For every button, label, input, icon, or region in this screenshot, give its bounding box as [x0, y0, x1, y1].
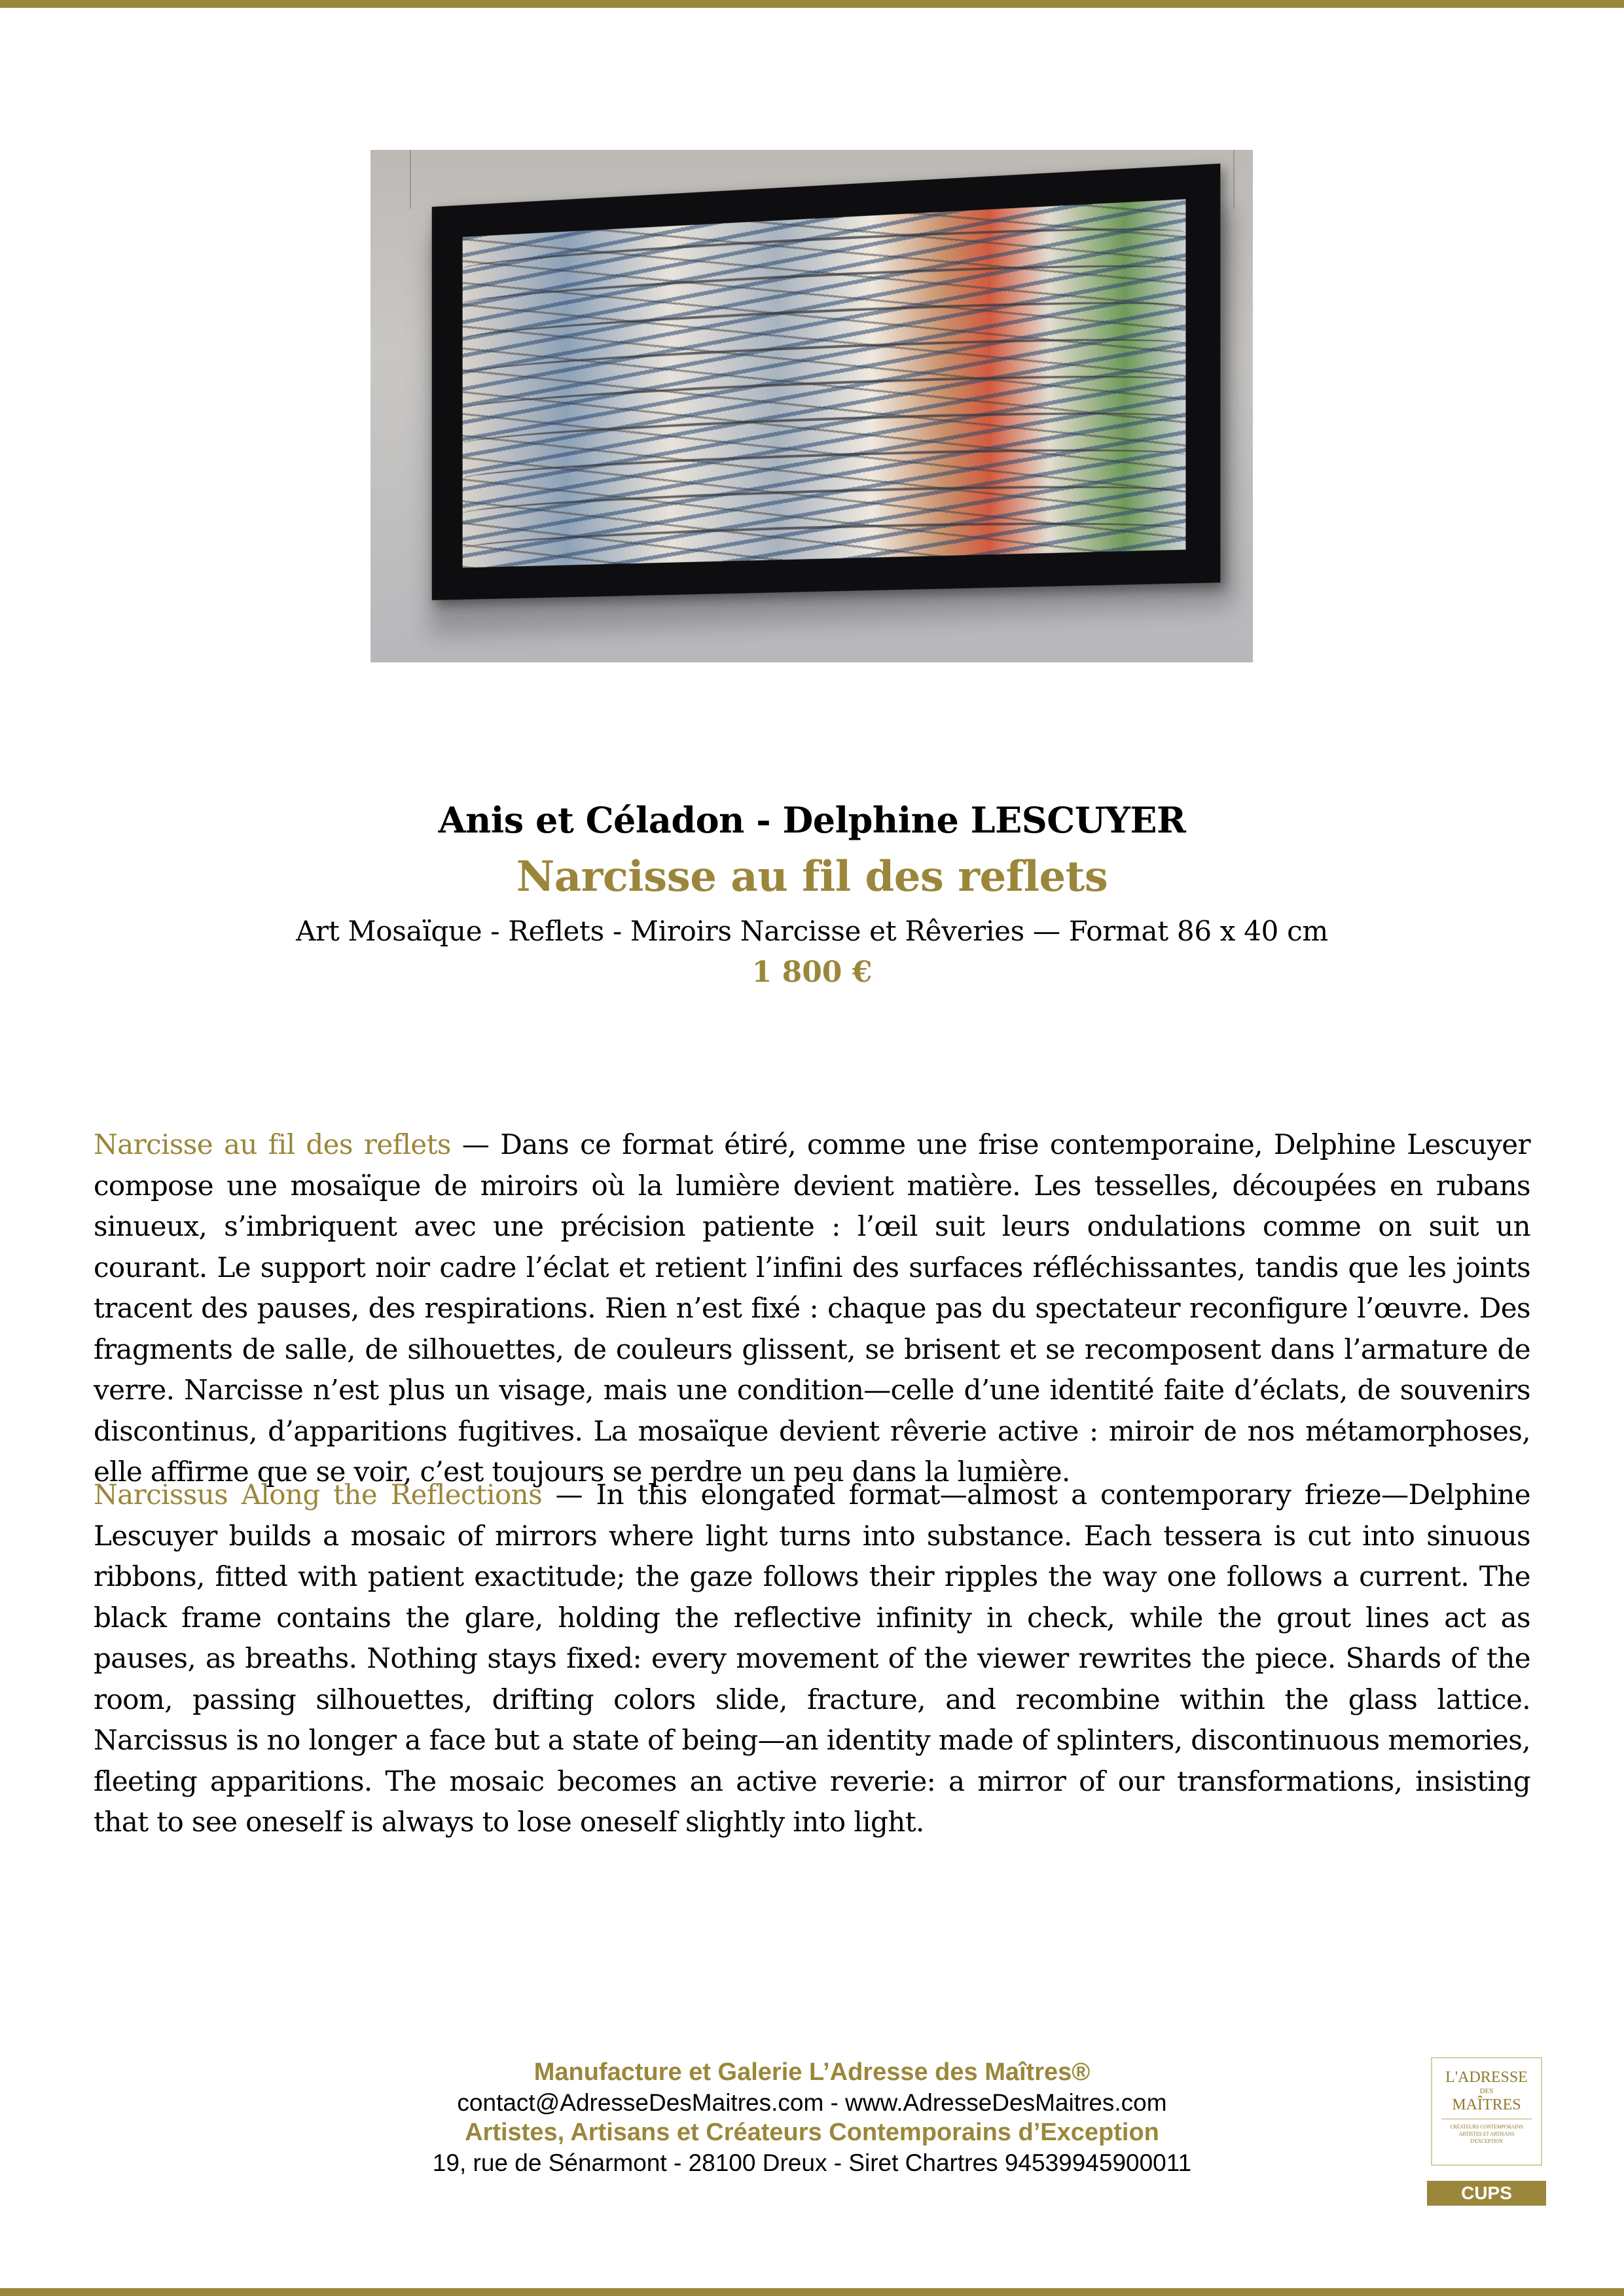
artwork-photo	[370, 150, 1253, 662]
description-french	[94, 1124, 1530, 1493]
logo-line-1: L'ADRESSE	[1445, 2069, 1528, 2086]
artwork-subtitle: Art Mosaïque - Reflets - Miroirs Narcisse et Rêveries — Format 86 x 40 cm	[296, 915, 1328, 947]
bottom-accent-bar	[0, 2288, 1624, 2296]
hanging-wire-right	[1233, 150, 1235, 209]
footer-tagline: Artistes, Artisans et Créateurs Contemporains d’Exception	[465, 2119, 1159, 2146]
description-english	[94, 1475, 1530, 1843]
artwork-title: Narcisse au fil des reflets	[516, 852, 1108, 901]
description-french-text: — Dans ce format étiré, comme une frise contemporaine, Delphine Lescuyer compose une mosaïque de miroirs où la lumière devient matière. Les tesselles, découpées en rubans sinueux, s’imbriquent avec une précision patiente : l’œil suit leurs ondulations comme on suit un courant. Le support noir cadre l’éclat et retient l’infini des surfaces réfléchissantes, tandis que les joints tracent des pauses, des respirations. Rien n’est fixé : chaque pas du spectateur reconfigure l’œuvre. Des fragments de salle, de silhouettes, de couleurs glissent, se brisent et se recomposent dans l’armature de verre. Narcisse n’est plus un visage, mais une condition—celle d’une identité faite d’éclats, de souvenirs discontinus, d’apparitions fugitives. La mosaïque devient rêverie active : miroir de nos métamorphoses, elle affirme que se voir, c’est toujours se perdre un peu dans la lumière.	[94, 1128, 1530, 1488]
mosaic-wave	[463, 516, 1186, 561]
logo-line-6: D'EXCEPTION	[1470, 2138, 1503, 2144]
artwork-frame	[432, 164, 1221, 600]
logo-line-3: MAÎTRES	[1452, 2096, 1521, 2113]
top-accent-bar	[0, 0, 1624, 8]
cups-badge: CUPS	[1427, 2181, 1546, 2206]
artist-line: Anis et Céladon - Delphine LESCUYER	[438, 799, 1186, 841]
footer-address: 19, rue de Sénarmont - 28100 Dreux - Siret Chartres 94539945900011	[432, 2149, 1192, 2176]
description-english-lead: Narcissus Along the Reflections	[94, 1479, 543, 1511]
hanging-wire-left	[410, 150, 411, 209]
gallery-logo	[1431, 2057, 1542, 2166]
mosaic-wave	[463, 479, 1186, 527]
logo-line-4: CRÉATEURS CONTEMPORAINS	[1450, 2124, 1523, 2130]
logo-line-2: DES	[1479, 2087, 1494, 2095]
mirror-mosaic	[463, 199, 1186, 567]
footer-company: Manufacture et Galerie L’Adresse des Maîtres®	[533, 2058, 1091, 2086]
logo-line-5: ARTISTES ET ARTISANS	[1458, 2131, 1515, 2137]
description-french-lead: Narcisse au fil des reflets	[94, 1128, 451, 1160]
description-english-text: — In this elongated format—almost a contemporary frieze—Delphine Lescuyer builds a mosaic of mirrors where light turns into substance. Each tessera is cut into sinuous ribbons, fitted with patient exactitude; the gaze follows their ripples the way one follows a current. The black frame contains the glare, holding the reflective infinity in check, while the grout lines act as pauses, as breaths. Nothing stays fixed: every movement of the viewer rewrites the piece. Shards of the room, passing silhouettes, drifting colors slide, fracture, and recombine within the glass lattice. Narcissus is no longer a face but a state of being—an identity made of splinters, discontinuous memories, fleeting apparitions. The mosaic becomes an active reverie: a mirror of our transformations, insisting that to see oneself is always to lose oneself slightly into light.	[94, 1479, 1530, 1838]
footer-contact: contact@AdresseDesMaitres.com - www.AdresseDesMaitres.com	[457, 2089, 1167, 2116]
mosaic-wave	[463, 442, 1186, 492]
artwork-price: 1 800 €	[751, 956, 873, 989]
